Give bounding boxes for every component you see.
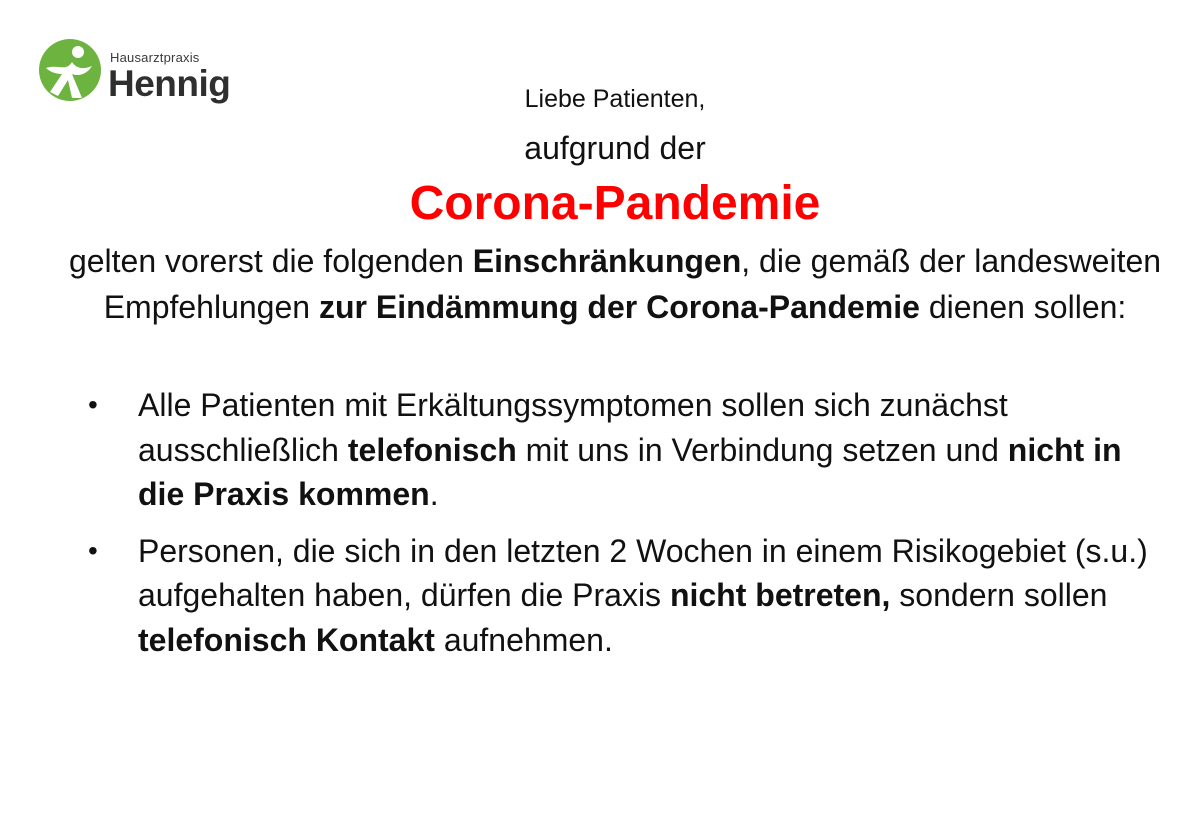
bullet-text: Alle Patienten mit Erkältungssymptomen sollen sich zunächst ausschließlich — [138, 387, 1008, 468]
bullet-dot: • — [88, 389, 98, 420]
list-item — [80, 529, 1170, 663]
bullet-bold: telefonisch Kontakt — [138, 621, 435, 658]
bullet-bold: telefonisch — [347, 431, 517, 468]
bullet-bold: nicht in die Praxis kommen — [138, 431, 1122, 512]
logo-subtitle: Hausarztpraxis — [110, 50, 200, 65]
bullet-text: Personen, die sich in den letzten 2 Wochen in einem Risikogebiet (s.u.) aufgehalten haben, dürfen die Praxis — [138, 532, 1148, 613]
greeting: Liebe Patienten, — [524, 85, 706, 113]
intro-text-2: , die gemäß der landesweiten Empfehlungen — [103, 243, 1162, 325]
list-item — [80, 383, 1170, 517]
bullet-text: . — [429, 476, 439, 512]
intro-text-3: dienen sollen: — [919, 289, 1127, 325]
bullet-text: aufnehmen. — [434, 621, 613, 658]
bullet-text: mit uns in Verbindung setzen und — [516, 431, 1008, 468]
bullet-bold: nicht betreten, — [669, 577, 891, 613]
logo-title: Hennig — [108, 63, 231, 104]
bullet-text: sondern sollen — [890, 577, 1108, 613]
headline: Corona-Pandemie — [409, 177, 821, 230]
intro-text-1: gelten vorerst die folgenden — [68, 243, 473, 279]
restrictions-list — [80, 383, 1170, 674]
intro-bold-1: Einschränkungen — [472, 243, 742, 279]
bullet-dot: • — [88, 534, 98, 566]
intro-bold-2: zur Eindämmung der Corona-Pandemie — [318, 289, 920, 325]
subgreeting: aufgrund der — [524, 130, 706, 166]
intro-paragraph — [60, 238, 1170, 330]
